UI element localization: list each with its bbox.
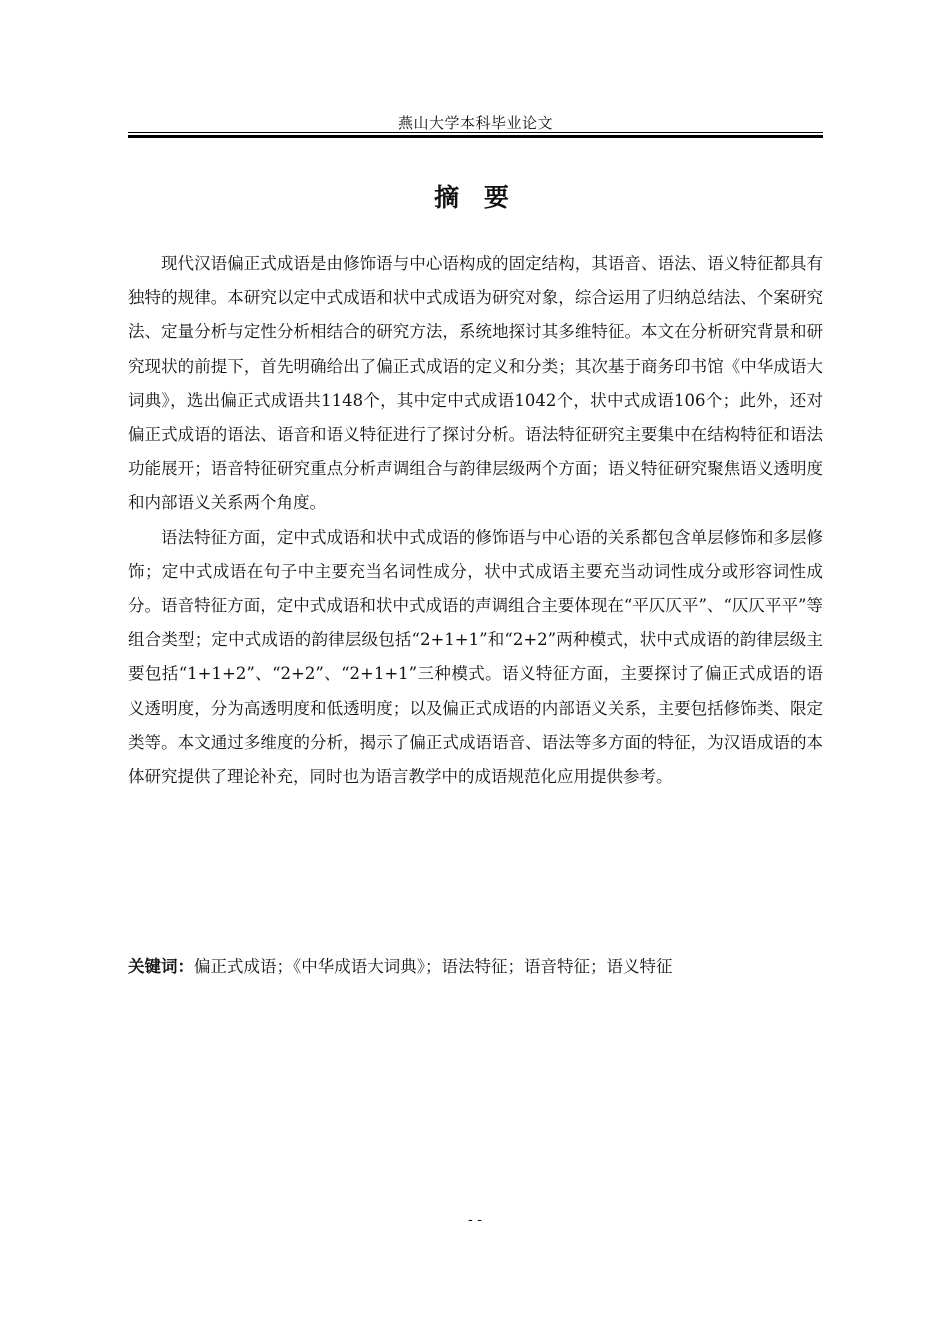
keywords-label: 关键词： [128, 957, 194, 976]
header-rule-thin [128, 132, 823, 133]
abstract-paragraph-2: 语法特征方面，定中式成语和状中式成语的修饰语与中心语的关系都包含单层修饰和多层修饰；定中式成语在句子中主要充当名词性成分，状中式成语主要充当动词性成分或形容词性成分。语音特征方面，定中式成语和状中式成语的声调组合主要体现在“平仄仄平”、“仄仄平平”等组合类型；定中式成语的韵律层级包括“2+1+1”和“2+2”两种模式，状中式成语的韵律层级主要包括“1+1+2”、“2+2”、“2+1+1”三种模式。语义特征方面，主要探讨了偏正式成语的语义透明度，分为高透明度和低透明度；以及偏正式成语的内部语义关系，主要包括修饰类、限定类等。本文通过多维度的分析，揭示了偏正式成语语音、语法等多方面的特征，为汉语成语的本体研究提供了理论补充，同时也为语言教学中的成语规范化应用提供参考。 [128, 527, 823, 787]
keywords-value: 偏正式成语；《中华成语大词典》；语法特征；语音特征；语义特征 [194, 957, 673, 976]
abstract-body [128, 247, 823, 794]
abstract-title: 摘 要 [434, 183, 517, 212]
header-rule-thick [128, 135, 823, 138]
page-number: - - [468, 1212, 482, 1228]
keywords-line [128, 953, 823, 981]
running-header: 燕山大学本科毕业论文 [397, 114, 553, 132]
abstract-paragraph-1: 现代汉语偏正式成语是由修饰语与中心语构成的固定结构，其语音、语法、语义特征都具有独特的规律。本研究以定中式成语和状中式成语为研究对象，综合运用了归纳总结法、个案研究法、定量分析与定性分析相结合的研究方法，系统地探讨其多维特征。本文在分析研究背景和研究现状的前提下，首先明确给出了偏正式成语的定义和分类；其次基于商务印书馆《中华成语大词典》，选出偏正式成语共1148个，其中定中式成语1042个，状中式成语106个；此外，还对偏正式成语的语法、语音和语义特征进行了探讨分析。语法特征研究主要集中在结构特征和语法功能展开；语音特征研究重点分析声调组合与韵律层级两个方面；语义特征研究聚焦语义透明度和内部语义关系两个角度。 [128, 254, 823, 513]
